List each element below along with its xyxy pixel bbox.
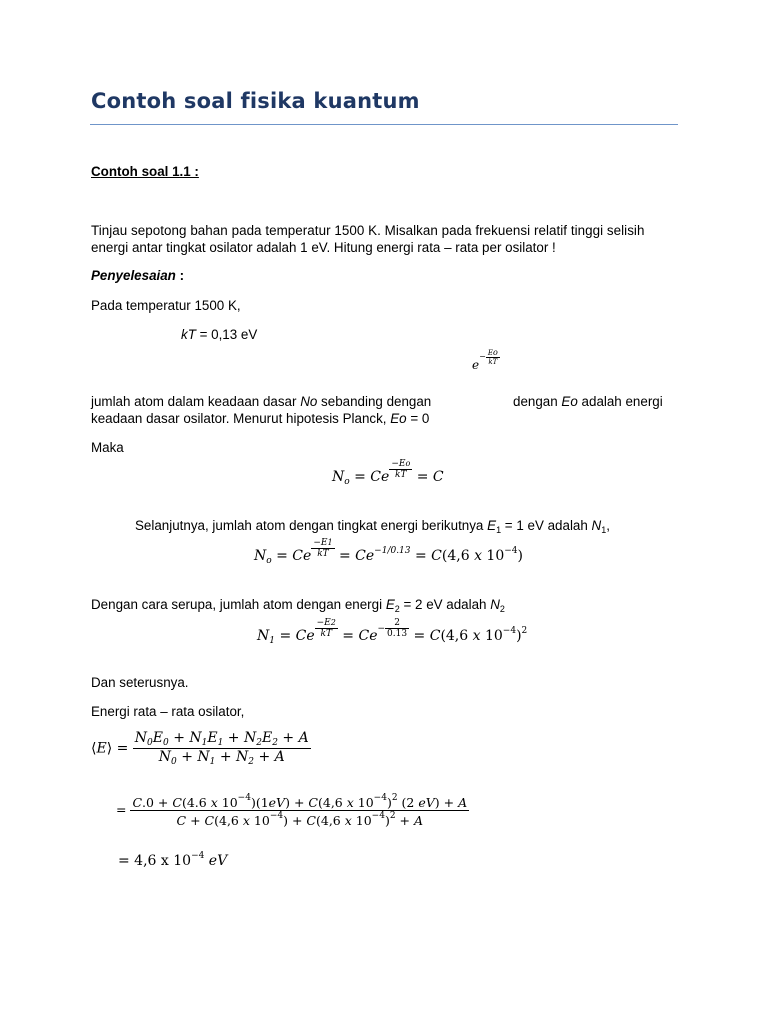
ground-state-text-e: keadaan dasar osilator. Menurut hipotesis Planck, bbox=[91, 411, 387, 426]
equation-substitution: = $\frac{C.0 + C(4.6 x 10^{-4})(1eV) + C(4,6 x 10^{-4})^2 (2 eV) + A}{C + C(4,6 x 10^{-4}) + C(4,6 x 10^{-4})^2 + A}$ bbox=[116, 793, 468, 828]
ground-state-text-a: jumlah atom dalam keadaan dasar bbox=[91, 394, 297, 409]
equation-average-energy: ⟨E⟩ = $\frac{N_0E_0 + N_1E_1 + N_2E_2 + A}{N_0 + N_1 + N_2 + A}$ bbox=[91, 730, 309, 767]
equation-n1: $N_1 = Ce$ $^{\frac{-E2}{kT}}$ = $Ce^{- \frac{2}{0.13}}$ = C(4,6 x $10^{-4})^2$ bbox=[257, 618, 528, 646]
problem-line-2: energi antar tingkat osilator adalah 1 eV. Hitung energi rata – rata per osilator ! bbox=[91, 240, 556, 255]
dan-seterusnya: Dan seterusnya. bbox=[91, 675, 189, 690]
problem-line-1: Tinjau sepotong bahan pada temperatur 1500 K. Misalkan pada frekuensi relatif tinggi selisih bbox=[91, 223, 645, 238]
next-level-n1: N bbox=[591, 518, 602, 533]
temperature-line: Pada temperatur 1500 K, bbox=[91, 298, 241, 313]
ground-state-text-c: dengan bbox=[513, 394, 558, 409]
kt-variable: kT bbox=[181, 327, 196, 342]
ground-state-line-2 bbox=[91, 411, 678, 426]
result-unit: eV bbox=[204, 853, 228, 869]
similar-text: Dengan cara serupa, jumlah atom dengan energi bbox=[91, 597, 383, 612]
equation-result bbox=[118, 851, 227, 869]
section-heading: Contoh soal 1.1 : bbox=[91, 164, 199, 179]
result-value: = 4,6 x 10 bbox=[118, 853, 192, 869]
result-exponent: −4 bbox=[191, 851, 205, 861]
ground-state-text-b: sebanding dengan bbox=[321, 394, 432, 409]
next-level-line bbox=[135, 518, 610, 535]
energy-line: Energi rata – rata osilator, bbox=[91, 704, 245, 719]
similar-line bbox=[91, 597, 505, 614]
maka-label: Maka bbox=[91, 440, 124, 455]
kt-line bbox=[181, 327, 257, 342]
next-level-text: Selanjutnya, jumlah atom dengan tingkat energi berikutnya bbox=[135, 518, 484, 533]
next-level-value: = 1 eV adalah bbox=[501, 518, 592, 533]
ground-state-no: No bbox=[300, 394, 318, 409]
solution-label-text: Penyelesaian bbox=[91, 268, 176, 283]
similar-n2-sub: 2 bbox=[499, 604, 505, 614]
page-title: Contoh soal fisika kuantum bbox=[91, 89, 420, 113]
equation-no: $N_o = Ce$ $^{\frac{-Eo}{kT}}$ = C bbox=[332, 459, 444, 487]
ground-state-eo: Eo bbox=[561, 394, 578, 409]
paragraph-ground-state bbox=[91, 394, 678, 426]
similar-e2-sub: 2 bbox=[394, 604, 400, 614]
ground-state-text-f: = 0 bbox=[406, 411, 430, 426]
next-level-n1-sub: 1 bbox=[601, 525, 607, 535]
next-level-e1: E bbox=[487, 518, 497, 533]
title-divider bbox=[90, 124, 678, 125]
equation-no-value: $N_o = Ce$ $^{\frac{-E1}{kT}}$ = $Ce^{-1/0.13} = C(4,6$ x $10^{-4}$) bbox=[254, 538, 523, 566]
solution-label bbox=[91, 268, 184, 283]
next-level-e1-sub: 1 bbox=[496, 525, 502, 535]
similar-e2: E bbox=[385, 597, 395, 612]
kt-value: = 0,13 eV bbox=[195, 327, 258, 342]
ground-state-line-1 bbox=[91, 394, 678, 411]
solution-label-colon: : bbox=[175, 268, 185, 283]
boltzmann-factor-formula: $e^{- \frac{Eo}{kT}}$ bbox=[472, 348, 498, 372]
problem-statement bbox=[91, 222, 678, 256]
next-level-end: , bbox=[606, 518, 610, 533]
similar-value: = 2 eV adalah bbox=[399, 597, 491, 612]
ground-state-text-d: adalah energi bbox=[581, 394, 663, 409]
ground-state-eo-2: Eo bbox=[390, 411, 407, 426]
similar-n2: N bbox=[490, 597, 500, 612]
